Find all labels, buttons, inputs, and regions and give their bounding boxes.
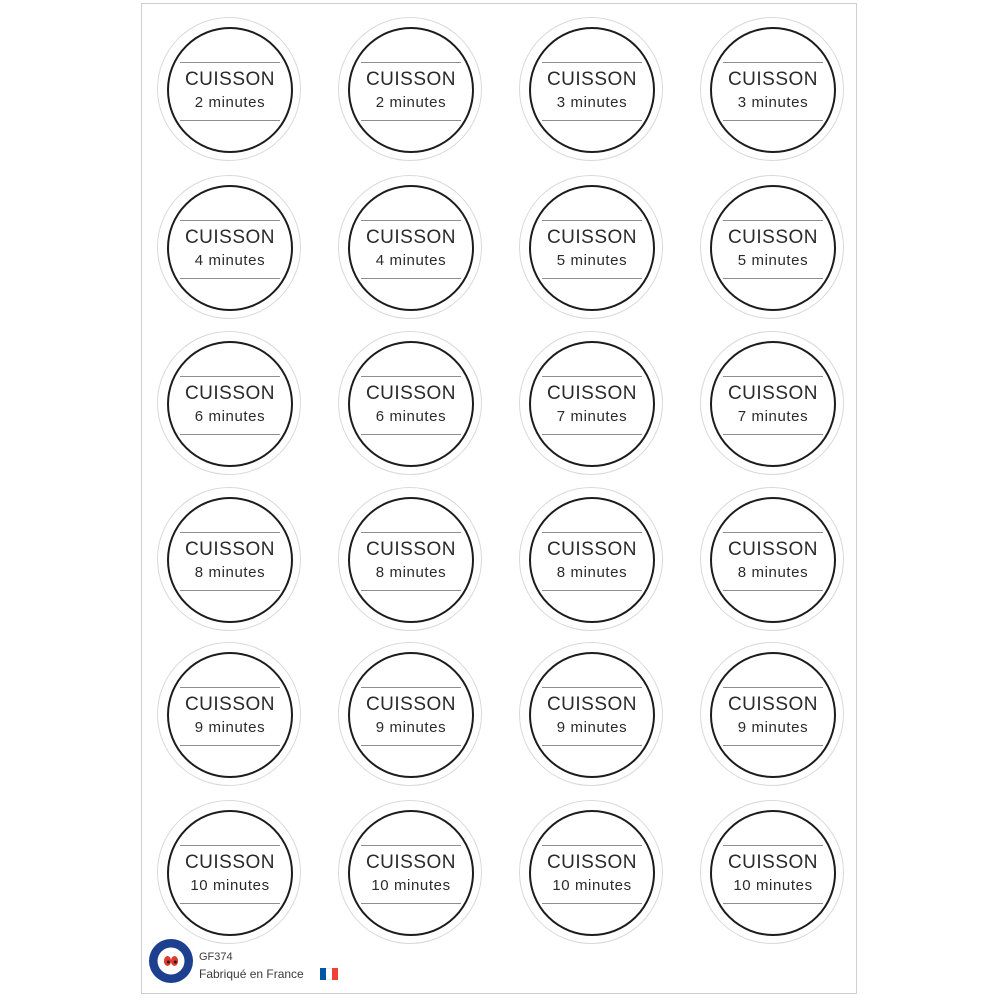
french-flag-icon [320,968,338,980]
sticker-time: 5 minutes [556,252,628,269]
sticker-title: CUISSON [727,69,819,90]
sticker-rule [361,434,461,435]
sticker-23 [519,800,663,944]
sticker-title: CUISSON [546,852,638,873]
sticker-6 [338,175,482,319]
sticker-rule [180,687,280,688]
sticker-time: 10 minutes [733,877,813,894]
sticker-rule [180,532,280,533]
sticker-time: 7 minutes [737,408,809,425]
sticker-title: CUISSON [184,852,276,873]
sticker-rule [361,845,461,846]
sticker-rule [180,434,280,435]
sticker-rule [542,745,642,746]
sticker-title: CUISSON [727,383,819,404]
sticker-title: CUISSON [727,694,819,715]
sticker-13 [157,487,301,631]
sticker-rule [723,278,823,279]
sticker-time: 9 minutes [556,719,628,736]
sticker-rule [723,220,823,221]
sticker-title: CUISSON [546,383,638,404]
sticker-22 [338,800,482,944]
sticker-20 [700,642,844,786]
sticker-rule [361,687,461,688]
sticker-time: 8 minutes [737,564,809,581]
sticker-rule [180,120,280,121]
sticker-5 [157,175,301,319]
sticker-title: CUISSON [546,694,638,715]
sheet-footer [148,938,448,988]
sticker-time: 4 minutes [194,252,266,269]
sticker-rule [180,845,280,846]
sticker-time: 7 minutes [556,408,628,425]
sticker-title: CUISSON [365,227,457,248]
made-in-france-text: Fabriqué en France [199,967,304,981]
sticker-1 [157,17,301,161]
sticker-time: 3 minutes [556,94,628,111]
sticker-title: CUISSON [184,227,276,248]
sticker-rule [723,845,823,846]
sticker-rule [542,434,642,435]
sticker-rule [361,745,461,746]
sticker-9 [157,331,301,475]
sticker-rule [361,590,461,591]
sticker-title: CUISSON [184,539,276,560]
sticker-title: CUISSON [184,69,276,90]
sticker-rule [542,62,642,63]
sticker-19 [519,642,663,786]
sticker-rule [723,903,823,904]
sticker-time: 10 minutes [371,877,451,894]
sticker-rule [180,62,280,63]
sticker-rule [723,434,823,435]
sticker-rule [361,278,461,279]
sticker-sheet [141,3,857,994]
sticker-18 [338,642,482,786]
sticker-time: 2 minutes [375,94,447,111]
sticker-title: CUISSON [184,383,276,404]
sticker-21 [157,800,301,944]
sticker-15 [519,487,663,631]
sticker-7 [519,175,663,319]
sticker-time: 8 minutes [194,564,266,581]
sticker-rule [542,903,642,904]
sticker-title: CUISSON [365,694,457,715]
sticker-rule [723,590,823,591]
sticker-title: CUISSON [727,227,819,248]
sticker-rule [542,220,642,221]
sticker-title: CUISSON [184,694,276,715]
sticker-rule [723,376,823,377]
sticker-14 [338,487,482,631]
sticker-time: 9 minutes [737,719,809,736]
sticker-rule [723,687,823,688]
sticker-time: 4 minutes [375,252,447,269]
sticker-rule [180,745,280,746]
sticker-time: 8 minutes [556,564,628,581]
sticker-time: 6 minutes [375,408,447,425]
sticker-time: 10 minutes [552,877,632,894]
sticker-time: 8 minutes [375,564,447,581]
sticker-12 [700,331,844,475]
sticker-rule [542,532,642,533]
sticker-time: 5 minutes [737,252,809,269]
sticker-rule [361,532,461,533]
sticker-rule [180,376,280,377]
sticker-rule [723,532,823,533]
sticker-time: 9 minutes [375,719,447,736]
sticker-8 [700,175,844,319]
sticker-time: 6 minutes [194,408,266,425]
sticker-rule [180,590,280,591]
sticker-title: CUISSON [365,852,457,873]
sticker-rule [542,376,642,377]
sticker-rule [542,590,642,591]
sticker-rule [361,376,461,377]
sticker-rule [180,903,280,904]
sticker-title: CUISSON [365,383,457,404]
sticker-rule [723,62,823,63]
sticker-rule [723,120,823,121]
sticker-11 [519,331,663,475]
sticker-2 [338,17,482,161]
sticker-time: 10 minutes [190,877,270,894]
sticker-rule [542,278,642,279]
sticker-time: 2 minutes [194,94,266,111]
sticker-rule [723,745,823,746]
sticker-title: CUISSON [546,69,638,90]
sticker-17 [157,642,301,786]
sticker-3 [519,17,663,161]
sticker-title: CUISSON [727,852,819,873]
sticker-title: CUISSON [546,227,638,248]
sticker-rule [542,845,642,846]
sticker-rule [542,687,642,688]
sticker-time: 9 minutes [194,719,266,736]
sticker-title: CUISSON [365,539,457,560]
sticker-title: CUISSON [365,69,457,90]
sticker-rule [361,903,461,904]
product-reference: GF374 [199,951,233,963]
sticker-rule [361,220,461,221]
sticker-title: CUISSON [546,539,638,560]
sticker-16 [700,487,844,631]
sticker-rule [180,278,280,279]
eyes-logo-icon [148,938,194,984]
sticker-rule [361,120,461,121]
sticker-rule [180,220,280,221]
sticker-10 [338,331,482,475]
sticker-24 [700,800,844,944]
sticker-title: CUISSON [727,539,819,560]
sticker-rule [542,120,642,121]
sticker-rule [361,62,461,63]
sticker-time: 3 minutes [737,94,809,111]
sticker-4 [700,17,844,161]
